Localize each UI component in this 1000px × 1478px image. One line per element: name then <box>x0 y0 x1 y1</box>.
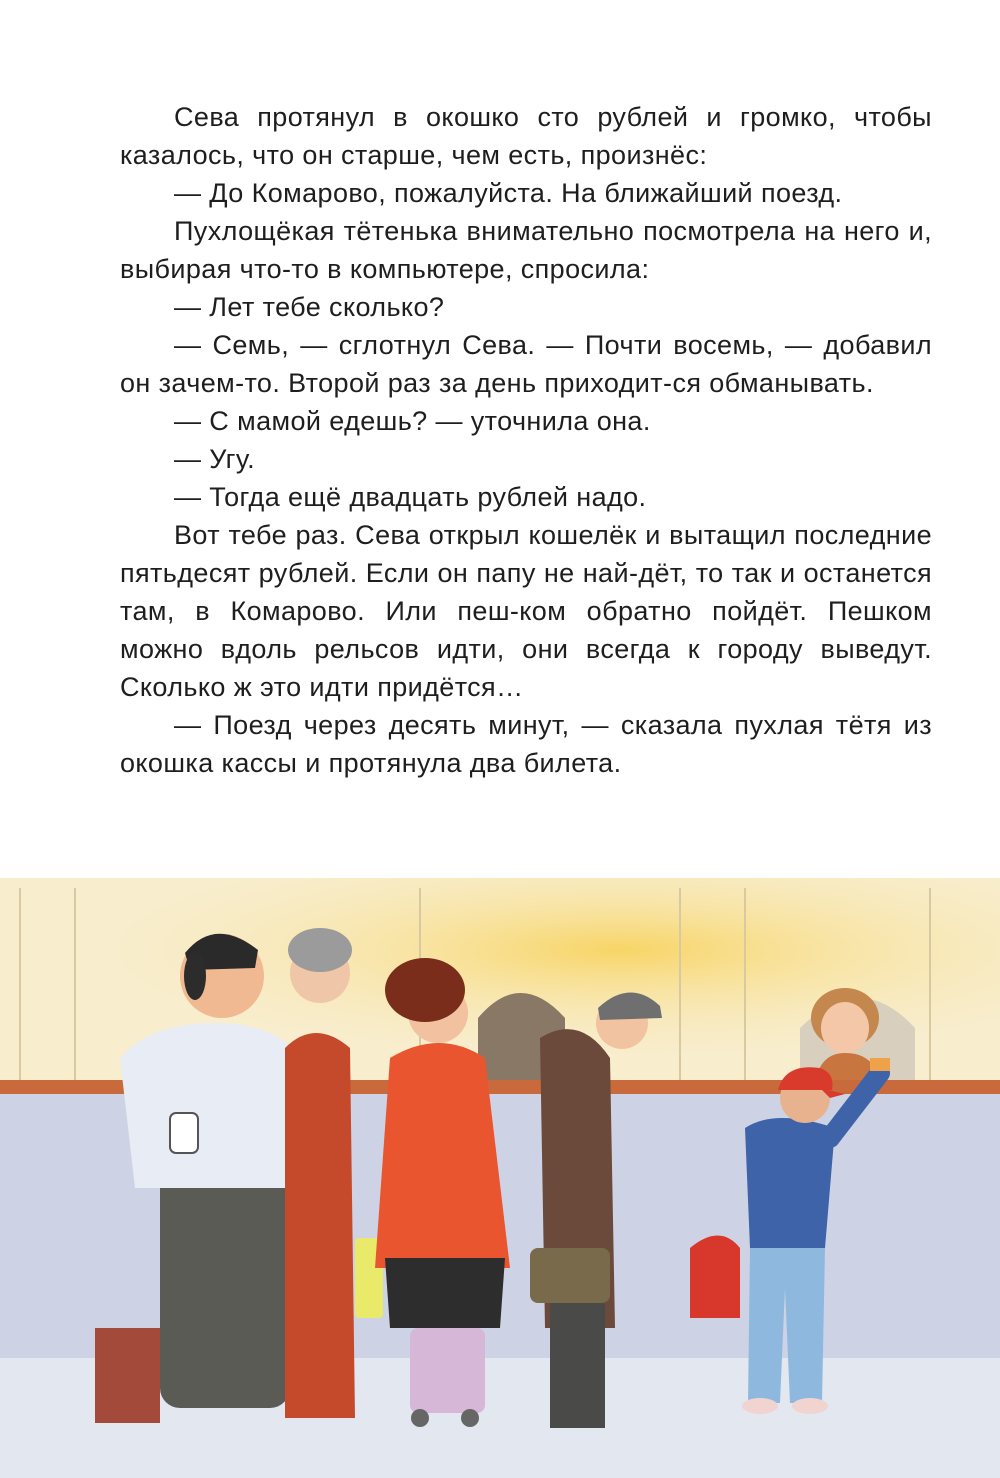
paragraph: — Лет тебе сколько? <box>174 292 445 322</box>
paragraph: — Тогда ещё двадцать рублей надо. <box>174 482 647 512</box>
paragraph: — Поезд через десять минут, — сказала пухлая тётя из окошка кассы и протянула два билета. <box>120 710 932 778</box>
paragraph: — До Комарово, пожалуйста. На ближайший поезд. <box>174 178 843 208</box>
paragraph: — С мамой едешь? — уточнила она. <box>174 406 651 436</box>
paragraph: — Угу. <box>174 444 255 474</box>
story-text <box>120 98 932 782</box>
paragraph: — Семь, — сглотнул Сева. — Почти восемь, — добавил он зачем-то. Второй раз за день приходит-ся обманывать. <box>120 330 932 398</box>
paragraph: Сева протянул в окошко сто рублей и громко, чтобы казалось, что он старше, чем есть, произнёс: <box>120 102 932 170</box>
ticket-office-illustration <box>0 858 1000 1478</box>
paragraph: Пухлощёкая тётенька внимательно посмотрела на него и, выбирая что-то в компьютере, спросила: <box>120 216 932 284</box>
paragraph: Вот тебе раз. Сева открыл кошелёк и вытащил последние пятьдесят рублей. Если он папу не най-дёт, то так и останется там, в Комарово. Или пеш-ком обратно пойдёт. Пешком можно вдоль рельсов идти, они всегда к городу выведут. Сколько ж это идти придётся… <box>120 520 932 702</box>
